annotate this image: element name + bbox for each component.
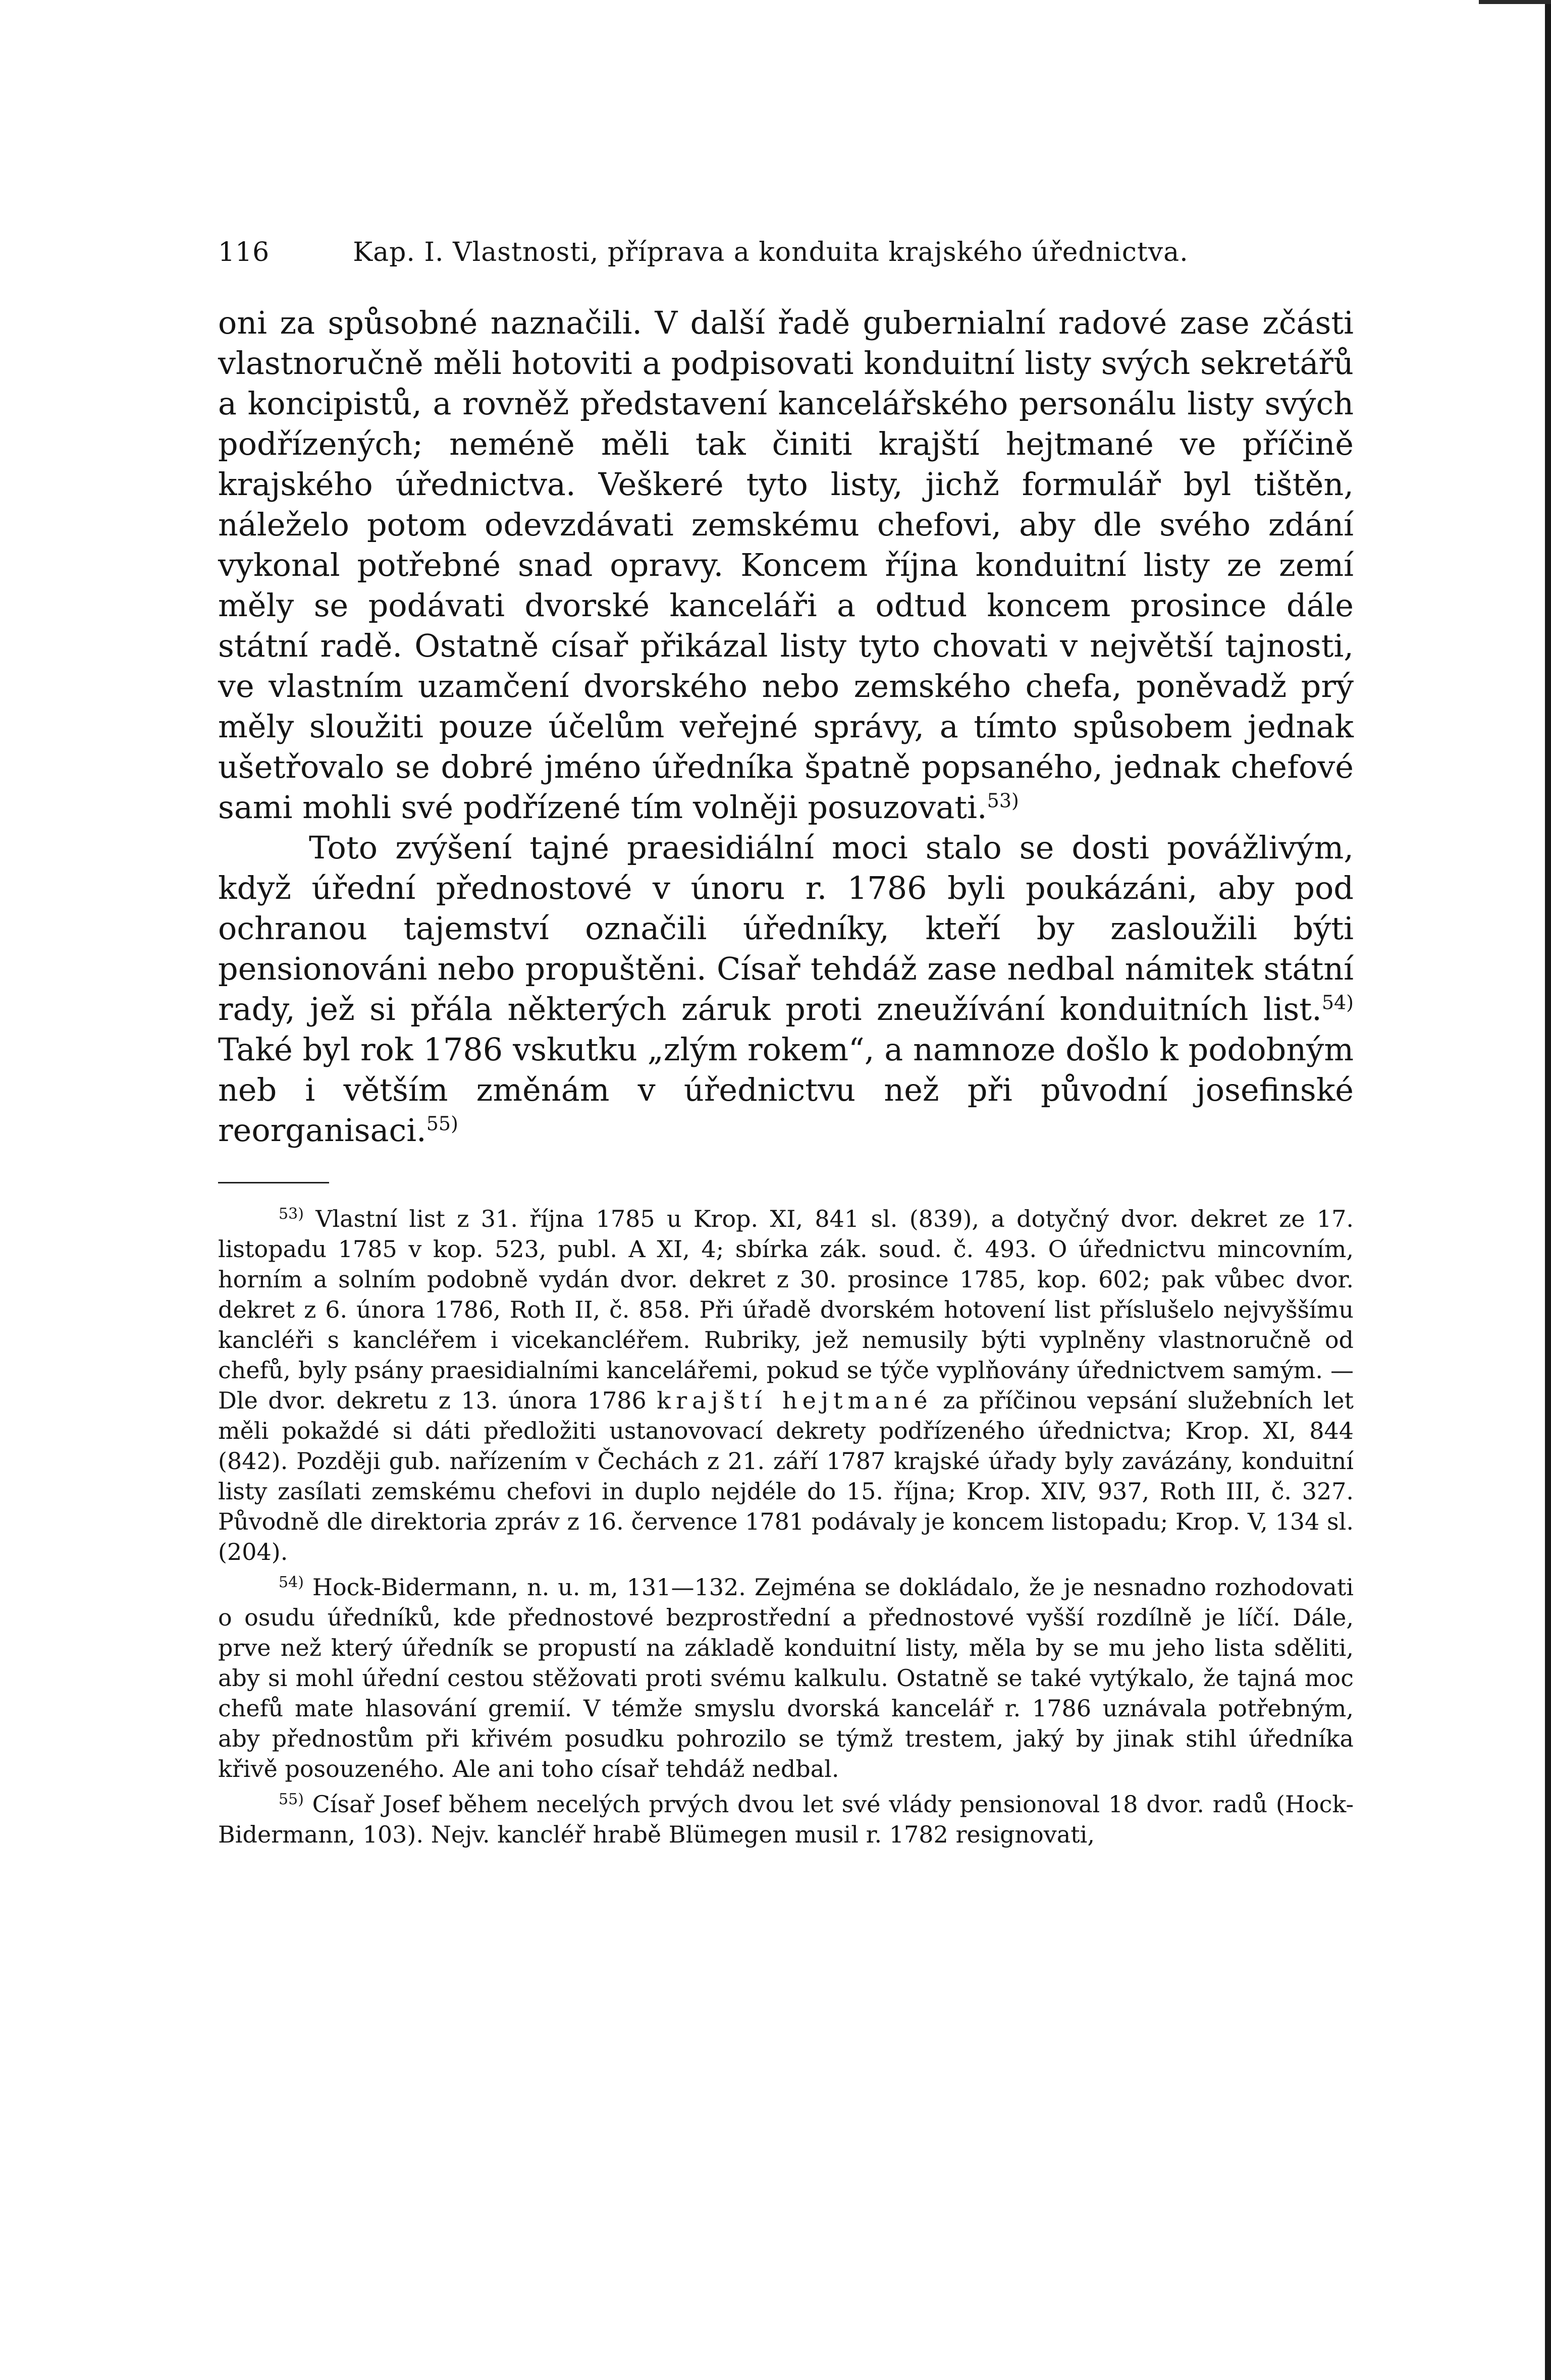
footnote-text: za příčinou vepsání služebních let měli pokaždé si dáti předložiti ustanovovací dekrety podřízeného úřednictva; Krop. XI, 844 (842). Později gub. nařízením v Čechách z 21. září 1787 krajské úřady byly zavázány, konduitní listy zasílati zemskému chefovi in duplo nejdéle do 15. října; Krop. XIV, 937, Roth III, č. 327. Původně dle direktoria zpráv z 16. července 1781 podávaly je koncem listopadu; Krop. V, 134 sl. (204). — [218, 1387, 1354, 1565]
book-page — [218, 237, 1354, 1855]
paragraph-text: oni za spůsobné naznačili. V další řadě gubernialní radové zase zčásti vlastnoručně měli hotoviti a podpisovati konduitní listy svých sekretářů a koncipistů, a rovněž představení kancelářského personálu listy svých podřízených; neméně měli tak činiti krajští hejtmané ve příčině krajského úřednictva. Veškeré tyto listy, jichž formulář byl tištěn, náleželo potom odevzdávati zemskému chefovi, aby dle svého zdání vykonal potřebné snad opravy. Koncem října konduitní listy ze zemí měly se podávati dvorské kanceláři a odtud koncem prosince dále státní radě. Ostatně císař přikázal listy tyto chovati v největší tajnosti, ve vlastním uzamčení dvorského nebo zemského chefa, poněvadž prý měly sloužiti pouze účelům veřejné správy, a tímto spůsobem jednak ušetřovalo se dobré jméno úředníka špatně popsaného, jednak chefové sami mohli své podřízené tím volněji posuzovati. — [218, 304, 1354, 826]
footnote-mark-number: 53 — [279, 1205, 298, 1223]
footnote-emphasis: krajští hejtmané — [657, 1387, 933, 1414]
page-number: 116 — [218, 237, 270, 267]
footnote-reference: 54) — [1321, 991, 1354, 1014]
footnote-reference-number: 54 — [1321, 991, 1347, 1014]
footnote-reference: 55) — [426, 1112, 458, 1135]
footnote-54 — [218, 1572, 1354, 1784]
footnote-reference-number: 53 — [987, 789, 1011, 812]
scan-border-right — [1545, 0, 1551, 2380]
footnote-text: Hock-Bidermann, n. u. m, 131—132. Zejména se dokládalo, že je nesnadno rozhodovati o osudu úředníků, kde přednostové bezprostřední a přednostové vyšší rozdílně je líčí. Dále, prve než který úředník se propustí na základě konduitní listy, měla by se mu jeho lista sděliti, aby si mohl úřední cestou stěžovati proti svému kalkulu. Ostatně se také vytýkalo, že tajná moc chefů mate hlasování gremií. V témže smyslu dvorská kancelář r. 1786 uznávala potřebným, aby přednostům při křivém posudku pohrozilo se týmž trestem, jaký by jinak stihl úředníka křivě posouzeného. Ale ani toho císař tehdáž nedbal. — [218, 1574, 1354, 1782]
footnote-mark: 55) — [279, 1790, 304, 1808]
footnote-divider — [218, 1182, 329, 1183]
footnote-reference-number: 55 — [426, 1112, 451, 1135]
running-head — [218, 237, 1354, 267]
footnote-text: Vlastní list z 31. října 1785 u Krop. XI, 841 sl. (839), a dotyčný dvor. dekret ze 17. listopadu 1785 v kop. 523, publ. A XI, 4; sbírka zák. soud. č. 493. O úřednictvu mincovním, horním a solním podobně vydán dvor. dekret z 30. prosince 1785, kop. 602; pak vůbec dvor. dekret z 6. února 1786, Roth II, č. 858. Při úřadě dvorském hotovení list příslušelo nejvyššímu kancléři s kancléřem i vicekancléřem. Rubriky, jež nemusily býti vyplněny vlastnoručně od chefů, byly psány praesidialními kancelářemi, pokud se týče vyplňovány úřednictvem samým. — Dle dvor. dekretu z 13. února 1786 — [218, 1205, 1354, 1414]
footnote-mark: 54) — [279, 1573, 304, 1591]
footnote-text: Císař Josef během necelých prvých dvou let své vlády pensionoval 18 dvor. radů (Hock-Bidermann, 103). Nejv. kancléř hrabě Blümegen musil r. 1782 resignovati, — [218, 1791, 1354, 1848]
chapter-title: Kap. I. Vlastnosti, příprava a konduita krajského úřednictva. — [353, 237, 1189, 267]
footnote-reference: 53) — [987, 789, 1019, 812]
paragraph — [218, 303, 1354, 828]
footnotes — [218, 1204, 1354, 1850]
footnote-53 — [218, 1204, 1354, 1567]
footnote-mark-number: 55 — [279, 1790, 298, 1808]
footnote-mark: 53) — [279, 1205, 304, 1223]
scan-border-top — [1479, 0, 1551, 4]
paragraph-text: Také byl rok 1786 vskutku „zlým rokem“, a namnoze došlo k podobným neb i větším změnám v úřednictvu než při původní josefinské reorganisaci. — [218, 1031, 1354, 1149]
footnote-55 — [218, 1789, 1354, 1850]
main-text — [218, 303, 1354, 1151]
paragraph-text: Toto zvýšení tajné praesidiální moci stalo se dosti povážlivým, když úřední přednostové v únoru r. 1786 byli poukázáni, aby pod ochranou tajemství označili úředníky, kteří by zasloužili býti pensionováni nebo propuštěni. Císař tehdáž zase nedbal námitek státní rady, jež si přála některých záruk proti zneužívání konduitních list. — [218, 829, 1354, 1027]
paragraph — [218, 828, 1354, 1151]
footnote-mark-number: 54 — [279, 1573, 298, 1591]
